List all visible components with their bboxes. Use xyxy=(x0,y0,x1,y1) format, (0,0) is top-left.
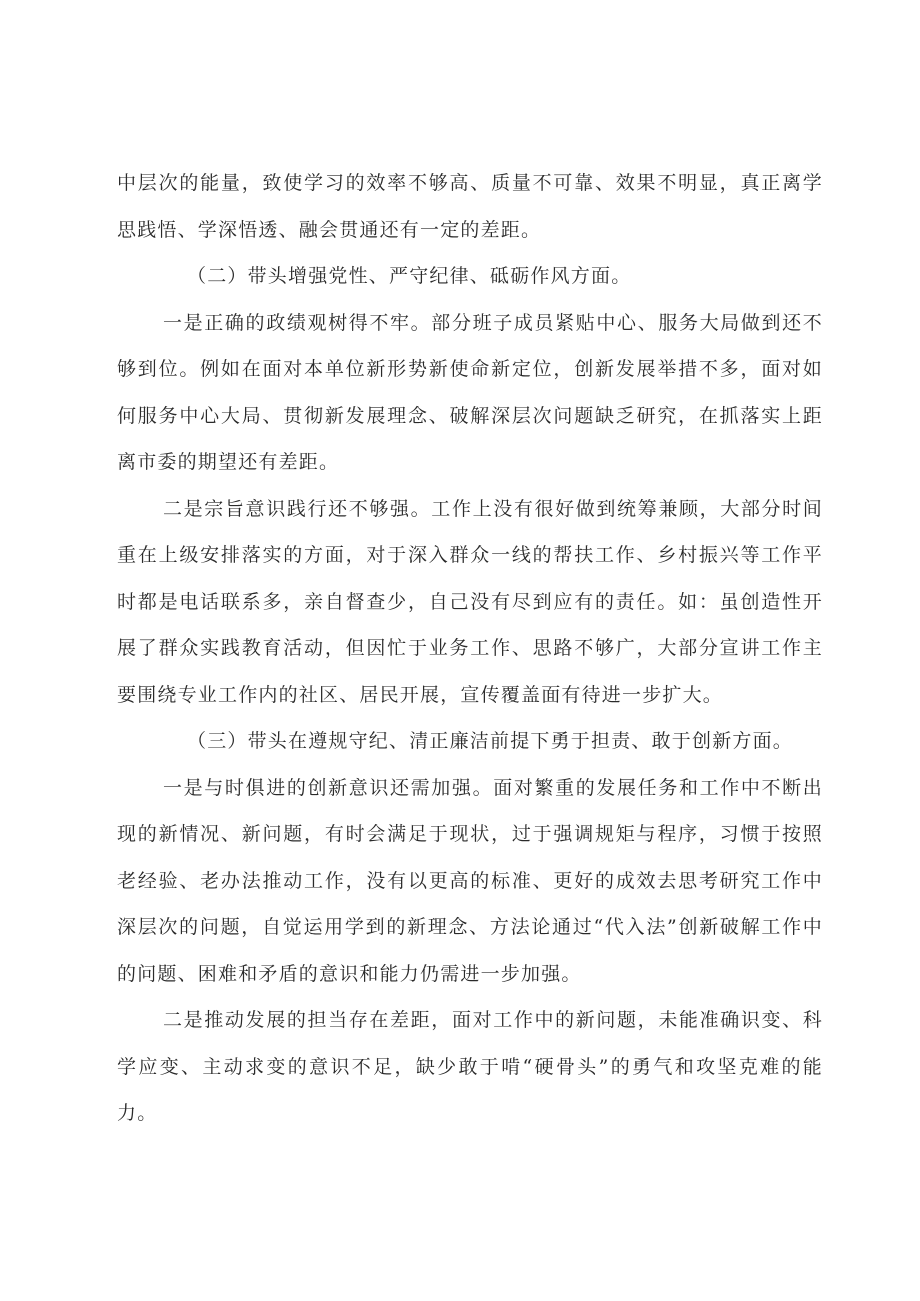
document-body xyxy=(117,160,823,1137)
section-heading-two: （二）带头增强党性、严守纪律、砥砺作风方面。 xyxy=(187,265,632,287)
paragraph-development-responsibility: 二是推动发展的担当存在差距，面对工作中的新问题，未能准确识变、科学应变、主动求变的意识不足，缺少敢于啃“硬骨头”的勇气和攻坚克难的能力。 xyxy=(117,1009,823,1124)
paragraph-innovation-awareness: 一是与时俱进的创新意识还需加强。面对繁重的发展任务和工作中不断出现的新情况、新问题，有时会满足于现状，过于强调规矩与程序，习惯于按照老经验、老办法推动工作，没有以更高的标准、更好的成效去思考研究工作中深层次的问题，自觉运用学到的新理念、方法论通过“代入法”创新破解工作中的问题、困难和矛盾的意识和能力仍需进一步加强。 xyxy=(117,776,823,985)
paragraph-purpose-awareness: 二是宗旨意识践行还不够强。工作上没有很好做到统筹兼顾，大部分时间重在上级安排落实的方面，对于深入群众一线的帮扶工作、乡村振兴等工作平时都是电话联系多，亲自督查少，自己没有尽到应有的责任。如：虽创造性开展了群众实践教育活动，但因忙于业务工作、思路不够广，大部分宣讲工作主要围绕专业工作内的社区、居民开展，宣传覆盖面有待进一步扩大。 xyxy=(117,497,823,706)
section-heading-three: （三）带头在遵规守纪、清正廉洁前提下勇于担责、敢于创新方面。 xyxy=(187,730,794,752)
paragraph-performance-view: 一是正确的政绩观树得不牢。部分班子成员紧贴中心、服务大局做到还不够到位。例如在面对本单位新形势新使命新定位，创新发展举措不多，面对如何服务中心大局、贯彻新发展理念、破解深层次问题缺乏研究，在抓落实上距离市委的期望还有差距。 xyxy=(117,311,823,473)
paragraph-continued-study-gap: 中层次的能量，致使学习的效率不够高、质量不可靠、效果不明显，真正离学思践悟、学深悟透、融会贯通还有一定的差距。 xyxy=(117,172,823,241)
